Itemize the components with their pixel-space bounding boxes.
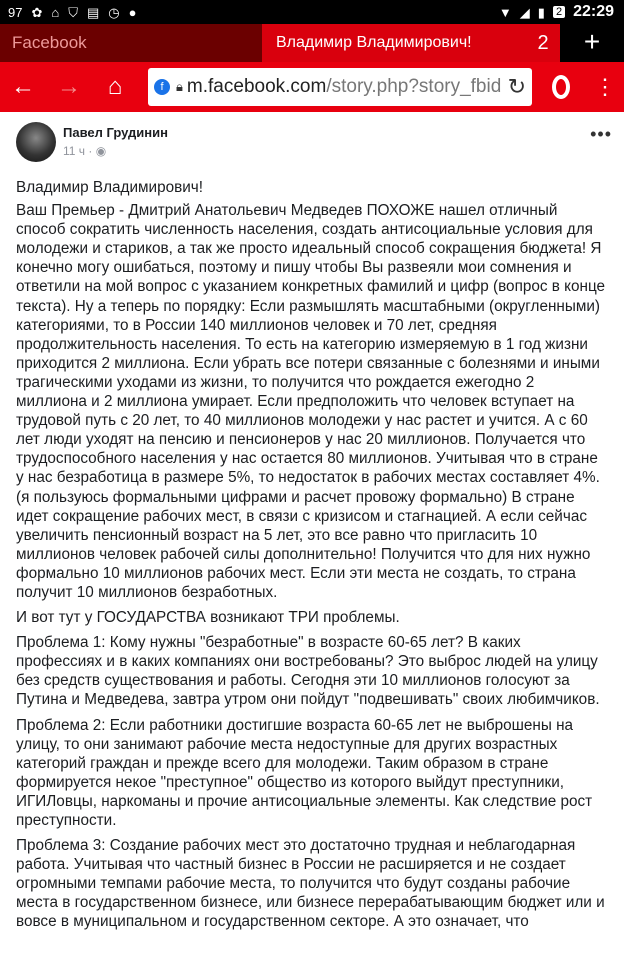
opera-logo-icon	[552, 75, 570, 99]
status-number: 97	[8, 4, 23, 20]
new-tab-button[interactable]: +	[560, 24, 624, 62]
url-text[interactable]	[187, 76, 502, 98]
site-info-icon[interactable]: f	[154, 79, 170, 95]
address-bar[interactable]	[148, 68, 532, 106]
reload-icon[interactable]: ↻	[507, 74, 526, 99]
tab-facebook[interactable]: Facebook	[0, 24, 262, 62]
browser-toolbar	[0, 62, 624, 112]
post-paragraph-1: Ваш Премьер - Дмитрий Анатольевич Медведев ПОХОЖЕ нашел отличный способ сократить численность населения, создать антисоциальные условия для молодежи и стариков, а так же просто идеальный способ сокращения бюджета! Я конечно могу ошибаться, поэтому и пишу чтобы Вы развеяли мои сомнения и ответили на мой вопрос с указанием конкретных фамилий и цифр (вопрос в конце текста). Ну а теперь по порядку: Если размышлять масштабными (округленными) категориями, то в России 140 миллионов человек и 70 лет, средняя продолжительность населения. То есть на категорию измеряемую в 1 год жизни приходится 2 миллиона. Если убрать все потери связанные с болезнями и иными трагическими уходами из жизни, то получится что рождается ежегодно 2 миллиона и 2 миллиона умирает. Если предположить что человек вступает на трудовой путь с 20 лет, то 40 миллионов молодежи у нас растет и учится. А с 60 лет люди уходят на пенсию и пенсионеров у нас 20 миллионов. Получается что трудоспособного населения у нас остается 80 миллионов. Учитывая что в стране у нас безработица в размере 5%, то недостаток в рабочих местах составляет 4%. (я пользуюсь формальными цифрами и расчет провожу формально) В стране идет сокращение рабочих мест, в связи с кризисом и стагнацией. А если сейчас увеличить пенсионный возраст на 5 лет, это все равно что пригласить 10 миллионов человек рабочей силы дополнительно! Получится что для них нужно формально 10 миллионов рабочих мест. Если эти места не создать, то страна получит 10 миллионов безработных.	[16, 202, 606, 601]
shield-icon: ⛉	[68, 4, 78, 20]
status-bar	[0, 0, 624, 24]
post-time[interactable]: 11 ч	[63, 144, 86, 158]
tab-strip	[0, 24, 624, 62]
post-meta: 11 ч · ◉	[63, 144, 107, 158]
tab-count[interactable]: 2	[526, 24, 560, 62]
post-header	[0, 112, 624, 170]
lock-icon: 🔒︎	[176, 79, 183, 94]
clock: 22:29	[573, 3, 614, 20]
home-icon: ⌂	[107, 73, 123, 100]
clock-icon: ◷	[108, 4, 120, 20]
post-paragraph-5: Проблема 3: Создание рабочих мест это достаточно трудная и неблагодарная работа. Учитывая что частный бизнес в России не расширяется и не создает огромными темпами рабочие места, то получится что будут созданы рабочие места в государственном бизнесе, или бизнесе перерабатывающим бюджет или и вовсе в муниципальном и государственном секторе. А это означает, что	[16, 837, 605, 931]
arrow-right-icon: →	[57, 73, 81, 100]
app-icon: ●	[128, 4, 137, 20]
home-button[interactable]	[92, 62, 138, 112]
home-icon: ⌂	[51, 4, 60, 20]
battery-icon: ▮	[537, 4, 545, 20]
back-button[interactable]	[0, 62, 46, 112]
url-host: m.facebook.com	[186, 76, 327, 97]
wifi-icon: ▼	[498, 4, 512, 20]
post-paragraph-2: И вот тут у ГОСУДАРСТВА возникают ТРИ проблемы.	[16, 609, 400, 627]
more-options-icon[interactable]: •••	[590, 124, 612, 144]
post-paragraph-4: Проблема 2: Если работники достигшие возраста 60-65 лет не выброшены на улицу, то они занимают рабочие места недоступные для других возрастных категорий граждан и прежде всего для молодежи. Таким образом в стране формируется некое "преступное" общество из которого выйдут преступники, ИГИЛовцы, наркоманы и прочие антисоциальные элементы. Как следствие рост преступности.	[16, 716, 593, 829]
post-body	[16, 178, 608, 932]
status-badge: 2	[553, 6, 565, 18]
avatar[interactable]	[16, 122, 56, 162]
signal-icon: ◢	[519, 4, 530, 20]
post-paragraph-3: Проблема 1: Кому нужны "безработные" в возрасте 60-65 лет? В каких профессиях и в каких компаниях они востребованы? Это выброс людей на улицу без средств существования и работы. Сегодня эти 10 миллионов голосуют за Путина и Медведева, завтра утром они пойдут "подвешивать" своих любимчиков.	[16, 634, 600, 709]
globe-icon: ◉	[95, 144, 107, 158]
forward-button[interactable]	[46, 62, 92, 112]
calendar-icon: ▤	[87, 4, 100, 20]
arrow-left-icon: ←	[11, 73, 35, 100]
tab-active[interactable]: Владимир Владимирович!	[262, 24, 526, 62]
url-path: /story.php?story_fbid	[326, 76, 502, 97]
opera-menu-button[interactable]	[532, 75, 590, 99]
overflow-menu-icon[interactable]: ⋮	[594, 74, 616, 99]
post-greeting: Владимир Владимирович!	[16, 179, 203, 196]
author-name[interactable]: Павел Грудинин	[63, 125, 168, 140]
settings-icon: ✿	[31, 4, 43, 20]
